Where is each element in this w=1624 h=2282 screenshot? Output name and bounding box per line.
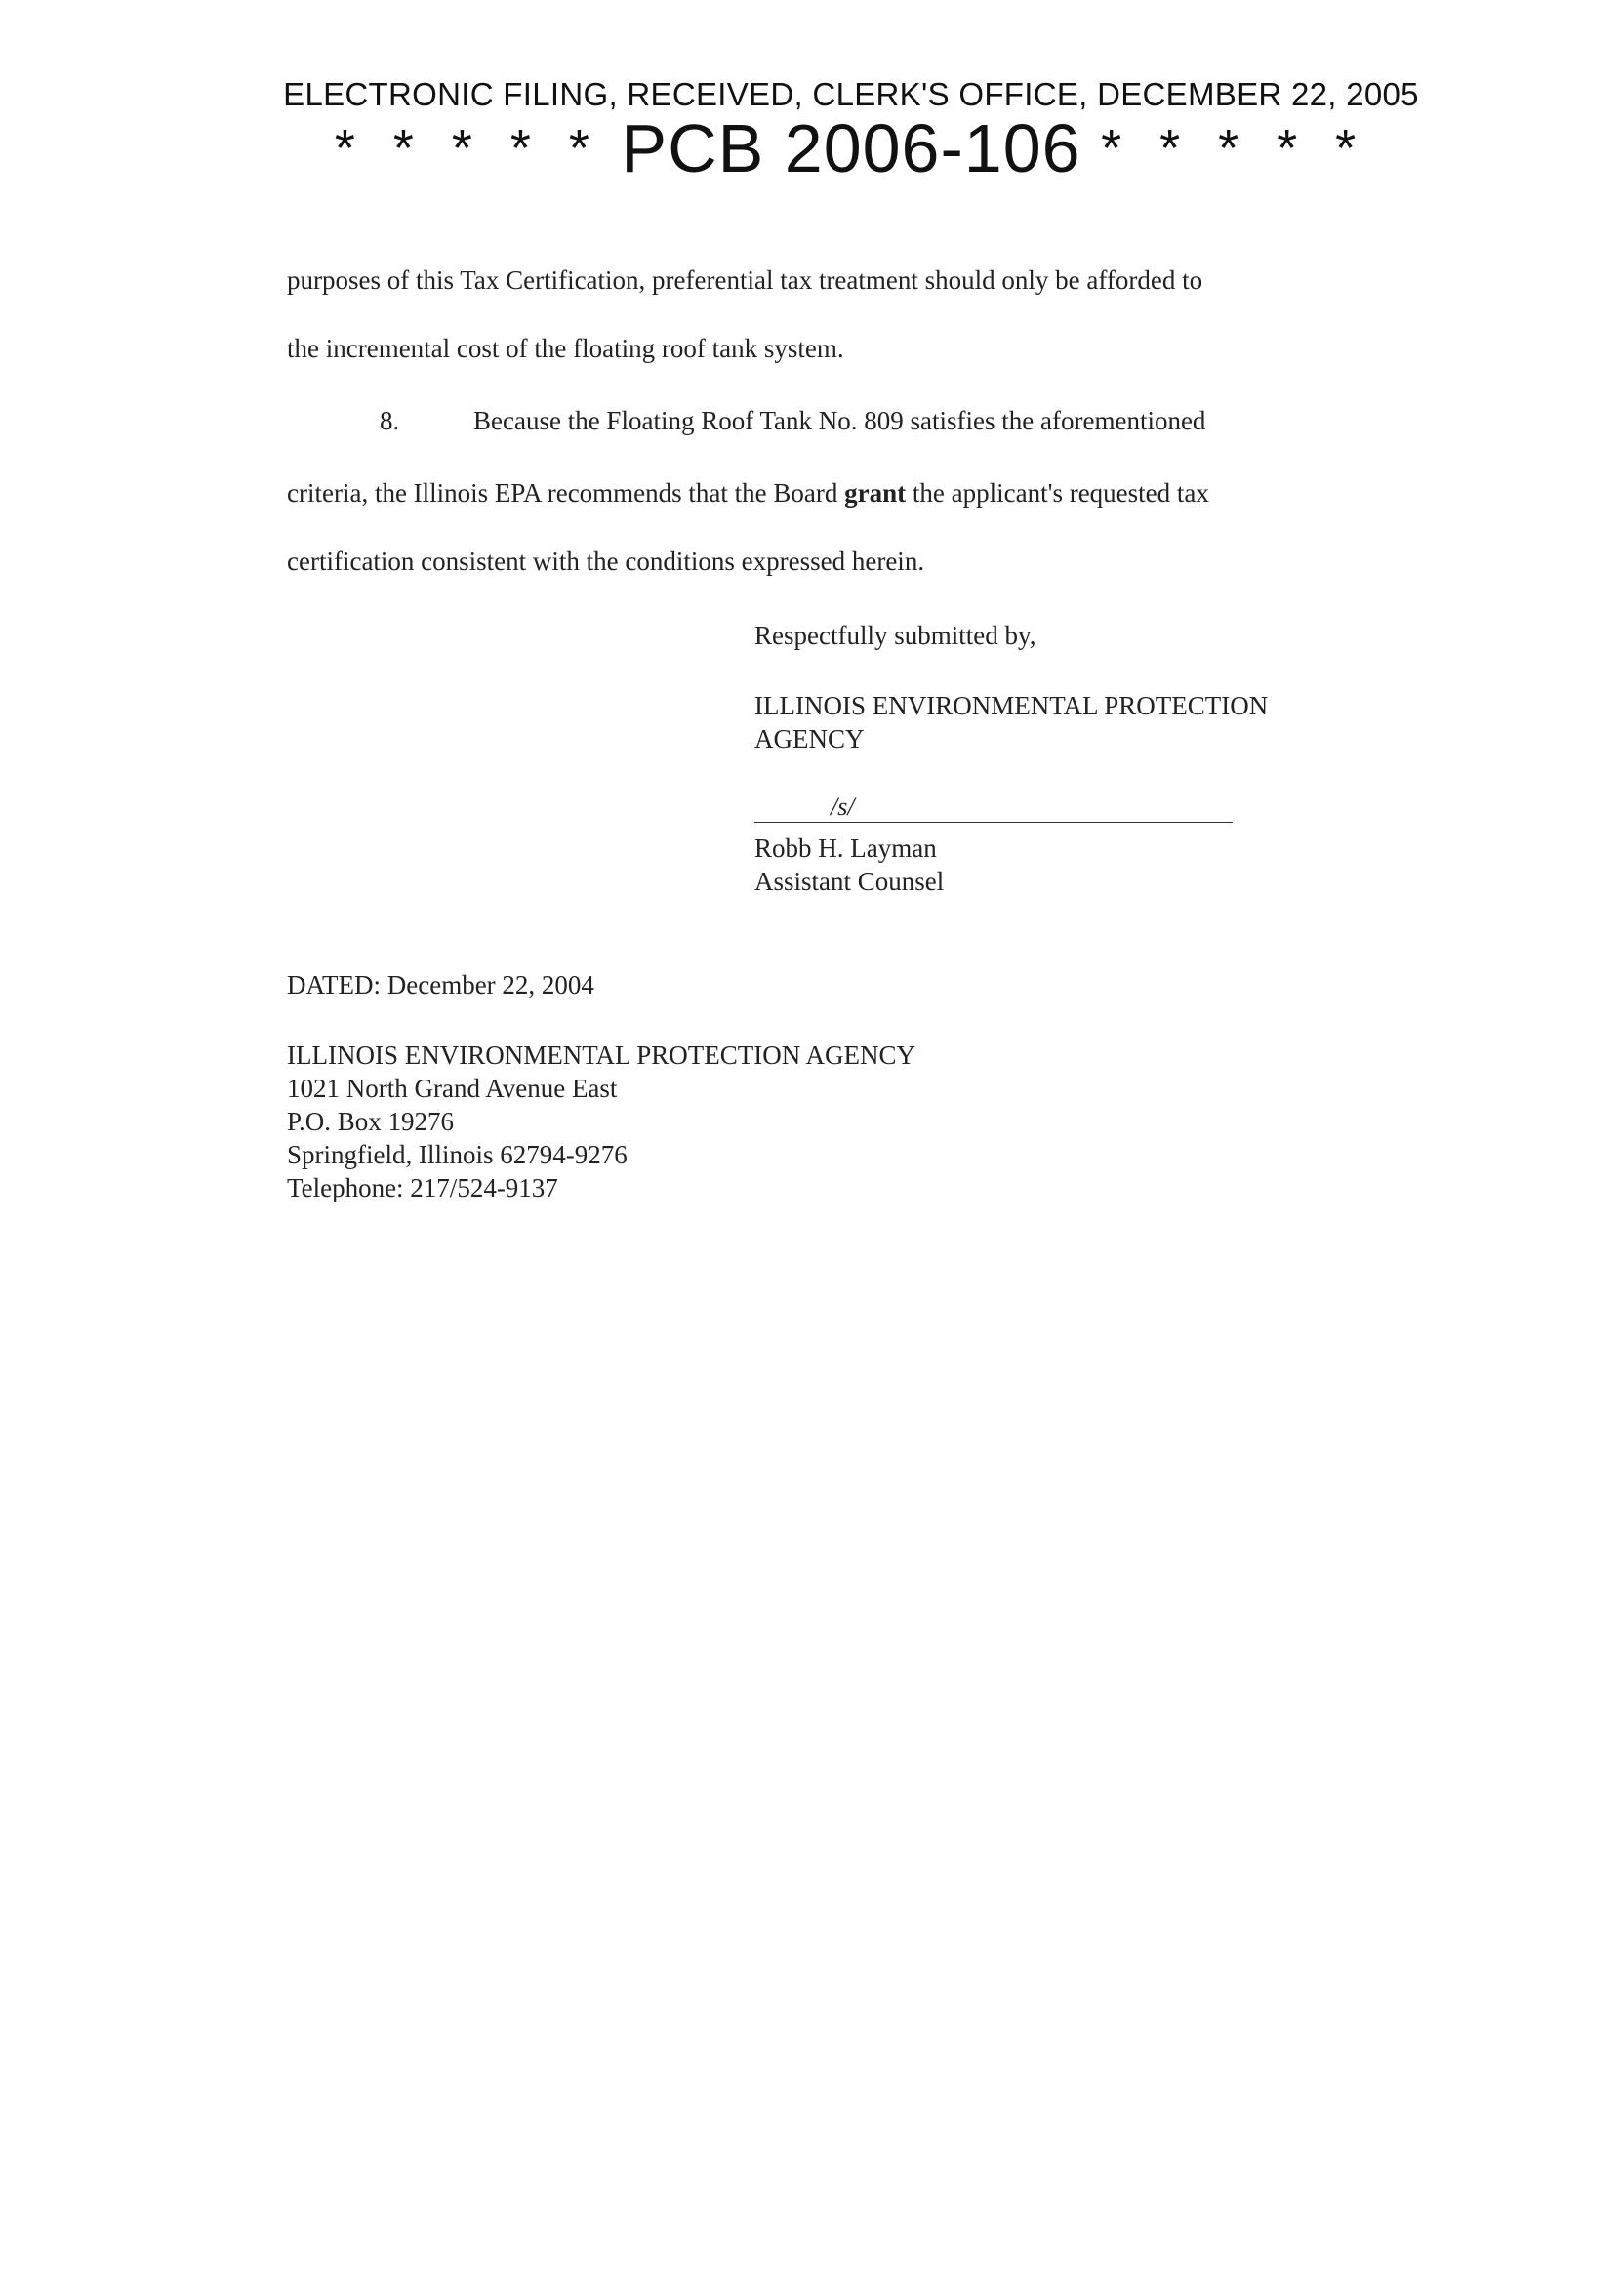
filing-stamp-line: ELECTRONIC FILING, RECEIVED, CLERK'S OFFICE, DECEMBER 22, 2005 xyxy=(283,76,1419,112)
body-line-4 xyxy=(287,478,1209,509)
body-line-4-before: criteria, the Illinois EPA recommends that the Board xyxy=(287,478,845,508)
signer-title: Assistant Counsel xyxy=(754,867,945,896)
body-line-3: Because the Floating Roof Tank No. 809 satisfies the aforementioned xyxy=(473,406,1206,435)
address-street: 1021 North Grand Avenue East xyxy=(287,1074,618,1103)
paragraph-8-line xyxy=(380,406,1205,436)
address-po-box: P.O. Box 19276 xyxy=(287,1107,455,1136)
grant-emphasis: grant xyxy=(844,478,907,508)
address-city: Springfield, Illinois 62794-9276 xyxy=(287,1140,628,1169)
stars-right: * * * * * xyxy=(1101,119,1368,178)
case-number: PCB 2006-106 xyxy=(621,110,1081,186)
address-agency: ILLINOIS ENVIRONMENTAL PROTECTION AGENCY xyxy=(287,1040,916,1070)
closing-line: Respectfully submitted by, xyxy=(754,621,1036,650)
signer-name: Robb H. Layman xyxy=(754,834,937,863)
signature-mark: /s/ xyxy=(831,793,855,821)
address-phone: Telephone: 217/524-9137 xyxy=(287,1173,558,1202)
stars-left: * * * * * xyxy=(334,119,601,178)
body-line-1: purposes of this Tax Certification, preferential tax treatment should only be afforded to xyxy=(287,265,1203,295)
body-line-5: certification consistent with the conditions expressed herein. xyxy=(287,547,925,576)
signer-agency-line-1: ILLINOIS ENVIRONMENTAL PROTECTION xyxy=(754,691,1269,720)
signer-agency-line-2: AGENCY xyxy=(754,724,865,754)
body-line-2: the incremental cost of the floating roof tank system. xyxy=(287,334,844,363)
paragraph-number: 8. xyxy=(380,406,400,435)
case-number-stamp xyxy=(39,109,1624,187)
signature-line xyxy=(754,795,1233,823)
body-line-4-after: the applicant's requested tax xyxy=(906,478,1209,508)
dated-line: DATED: December 22, 2004 xyxy=(287,970,594,999)
